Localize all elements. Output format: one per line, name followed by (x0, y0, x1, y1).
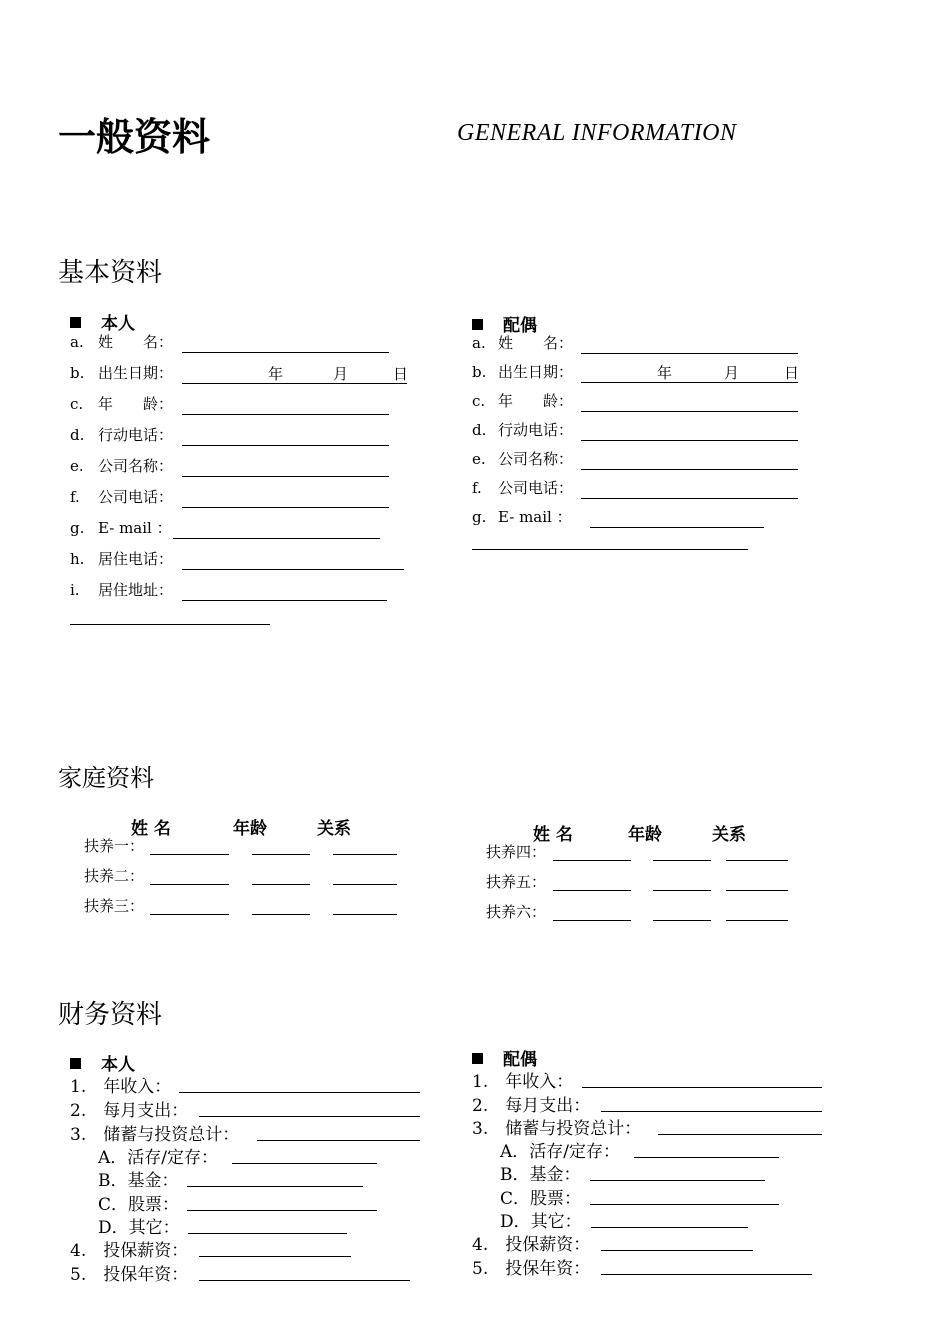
dependent-label: 扶养一： (84, 837, 145, 855)
dependent-relation-line[interactable] (726, 890, 788, 891)
field-label: 居住电话： (98, 550, 174, 568)
finance-sub-label: A．活存/定存： (500, 1142, 621, 1162)
finance-input-line[interactable] (601, 1274, 812, 1275)
field-index: c. (70, 395, 84, 413)
dependent-relation-line[interactable] (333, 854, 397, 855)
field-label: E- mail ： (498, 508, 572, 526)
dependent-name-line[interactable] (553, 860, 631, 861)
field-index: a. (472, 334, 486, 352)
field-index: f. (70, 488, 80, 506)
square-bullet-icon (70, 317, 81, 328)
finance-label: 4. 投保薪资： (472, 1235, 591, 1255)
address-continuation-line[interactable] (70, 624, 270, 625)
field-input-line[interactable] (182, 365, 407, 384)
dependent-relation-line[interactable] (726, 860, 788, 861)
dependent-age-line[interactable] (653, 890, 711, 891)
family-col-age-right: 年龄 (628, 825, 662, 845)
field-label: E- mail ： (98, 519, 172, 537)
dependent-age-line[interactable] (252, 884, 310, 885)
dependent-relation-line[interactable] (333, 884, 397, 885)
date-year-label: 年 (657, 364, 673, 382)
finance-input-line[interactable] (232, 1163, 377, 1164)
basic-self-heading: 本人 (70, 309, 135, 334)
square-bullet-icon (472, 1053, 483, 1064)
dependent-label: 扶养四： (486, 843, 547, 861)
finance-input-line[interactable] (591, 1227, 748, 1228)
finance-label: 2. 每月支出： (70, 1101, 189, 1121)
finance-sub-label: B．基金： (500, 1165, 581, 1185)
field-input-line[interactable] (590, 509, 764, 528)
finance-input-line[interactable] (199, 1116, 420, 1117)
field-input-line[interactable] (581, 364, 798, 383)
dependent-label: 扶养二： (84, 867, 145, 885)
finance-input-line[interactable] (179, 1092, 420, 1093)
spouse-email-continuation-line[interactable] (472, 549, 748, 550)
dependent-name-line[interactable] (553, 890, 631, 891)
field-label: 行动电话： (498, 421, 574, 439)
finance-input-line[interactable] (601, 1111, 822, 1112)
field-label: 居住地址： (98, 581, 174, 599)
dependent-name-line[interactable] (150, 914, 229, 915)
field-input-line[interactable] (581, 422, 798, 441)
dependent-relation-line[interactable] (726, 920, 788, 921)
dependent-name-line[interactable] (150, 884, 229, 885)
dependent-age-line[interactable] (252, 854, 310, 855)
finance-input-line[interactable] (187, 1186, 363, 1187)
field-input-line[interactable] (581, 480, 798, 499)
finance-input-line[interactable] (601, 1250, 753, 1251)
field-input-line[interactable] (581, 393, 798, 412)
section-family-title: 家庭资料 (58, 764, 154, 792)
field-label: 公司名称： (98, 457, 174, 475)
finance-label: 4. 投保薪资： (70, 1241, 189, 1261)
field-index: c. (472, 392, 486, 410)
dependent-age-line[interactable] (252, 914, 310, 915)
finance-sub-label: D．其它： (500, 1212, 582, 1232)
finance-sub-label: D．其它： (98, 1218, 180, 1238)
finance-sub-label: B．基金： (98, 1171, 179, 1191)
finance-input-line[interactable] (187, 1210, 377, 1211)
finance-spouse-heading: 配偶 (472, 1045, 537, 1070)
field-label: 姓 名： (498, 334, 574, 352)
field-input-line[interactable] (581, 451, 798, 470)
field-input-line[interactable] (182, 551, 404, 570)
field-index: f. (472, 479, 482, 497)
field-label: 出生日期： (498, 363, 574, 381)
family-col-name: 姓 名 (131, 819, 171, 839)
finance-label: 3. 储蓄与投资总计： (472, 1119, 642, 1139)
dependent-age-line[interactable] (653, 860, 711, 861)
date-day-label: 日 (784, 364, 800, 382)
field-input-line[interactable] (182, 458, 389, 477)
field-label: 公司名称： (498, 450, 574, 468)
field-index: e. (472, 450, 486, 468)
square-bullet-icon (70, 1058, 81, 1069)
finance-label: 1. 年收入： (472, 1072, 574, 1092)
date-year-label: 年 (268, 365, 284, 383)
finance-input-line[interactable] (582, 1087, 822, 1088)
finance-label: 1. 年收入： (70, 1077, 172, 1097)
field-input-line[interactable] (173, 520, 380, 539)
dependent-label: 扶养五： (486, 873, 547, 891)
family-col-name-right: 姓 名 (533, 825, 573, 845)
section-finance-title: 财务资料 (58, 1000, 163, 1030)
field-index: i. (70, 581, 80, 599)
finance-input-line[interactable] (590, 1180, 765, 1181)
field-index: d. (70, 426, 85, 444)
page-title-english: GENERAL INFORMATION (457, 120, 737, 146)
dependent-label: 扶养六： (486, 903, 547, 921)
finance-label: 5. 投保年资： (472, 1259, 591, 1279)
field-input-line[interactable] (182, 396, 389, 415)
dependent-name-line[interactable] (553, 920, 631, 921)
field-label: 姓 名： (98, 333, 174, 351)
field-index: g. (70, 519, 85, 537)
family-col-age: 年龄 (233, 819, 267, 839)
field-index: a. (70, 333, 84, 351)
field-index: b. (70, 364, 85, 382)
basic-spouse-heading: 配偶 (472, 311, 537, 336)
field-index: g. (472, 508, 487, 526)
finance-label: 2. 每月支出： (472, 1096, 591, 1116)
dependent-relation-line[interactable] (333, 914, 397, 915)
field-index: b. (472, 363, 487, 381)
finance-input-line[interactable] (257, 1140, 420, 1141)
finance-sub-label: C．股票： (500, 1189, 582, 1209)
field-label: 公司电话： (498, 479, 574, 497)
dependent-age-line[interactable] (653, 920, 711, 921)
family-col-relation: 关系 (317, 819, 351, 839)
finance-sub-label: C．股票： (98, 1195, 180, 1215)
finance-input-line[interactable] (188, 1233, 347, 1234)
finance-input-line[interactable] (590, 1204, 779, 1205)
finance-input-line[interactable] (634, 1157, 779, 1158)
field-label: 公司电话： (98, 488, 174, 506)
field-index: e. (70, 457, 84, 475)
finance-input-line[interactable] (199, 1256, 351, 1257)
field-input-line[interactable] (182, 334, 389, 353)
date-month-label: 月 (724, 364, 740, 382)
dependent-name-line[interactable] (150, 854, 229, 855)
section-basic-title: 基本资料 (58, 258, 163, 288)
page-title: 一般资料 (58, 115, 211, 159)
date-month-label: 月 (333, 365, 349, 383)
finance-label: 5. 投保年资： (70, 1265, 189, 1285)
date-day-label: 日 (393, 365, 409, 383)
field-index: h. (70, 550, 85, 568)
field-input-line[interactable] (182, 582, 387, 601)
finance-self-heading: 本人 (70, 1050, 135, 1075)
finance-sub-label: A．活存/定存： (98, 1148, 219, 1168)
field-label: 年 龄： (498, 392, 574, 410)
family-col-relation-right: 关系 (712, 825, 746, 845)
finance-input-line[interactable] (658, 1134, 822, 1135)
finance-input-line[interactable] (199, 1280, 410, 1281)
field-index: d. (472, 421, 487, 439)
dependent-label: 扶养三： (84, 897, 145, 915)
field-input-line[interactable] (182, 427, 389, 446)
field-label: 行动电话： (98, 426, 174, 444)
field-label: 出生日期： (98, 364, 174, 382)
square-bullet-icon (472, 319, 483, 330)
field-input-line[interactable] (581, 335, 798, 354)
field-label: 年 龄： (98, 395, 174, 413)
field-input-line[interactable] (182, 489, 389, 508)
finance-label: 3. 储蓄与投资总计： (70, 1125, 240, 1145)
